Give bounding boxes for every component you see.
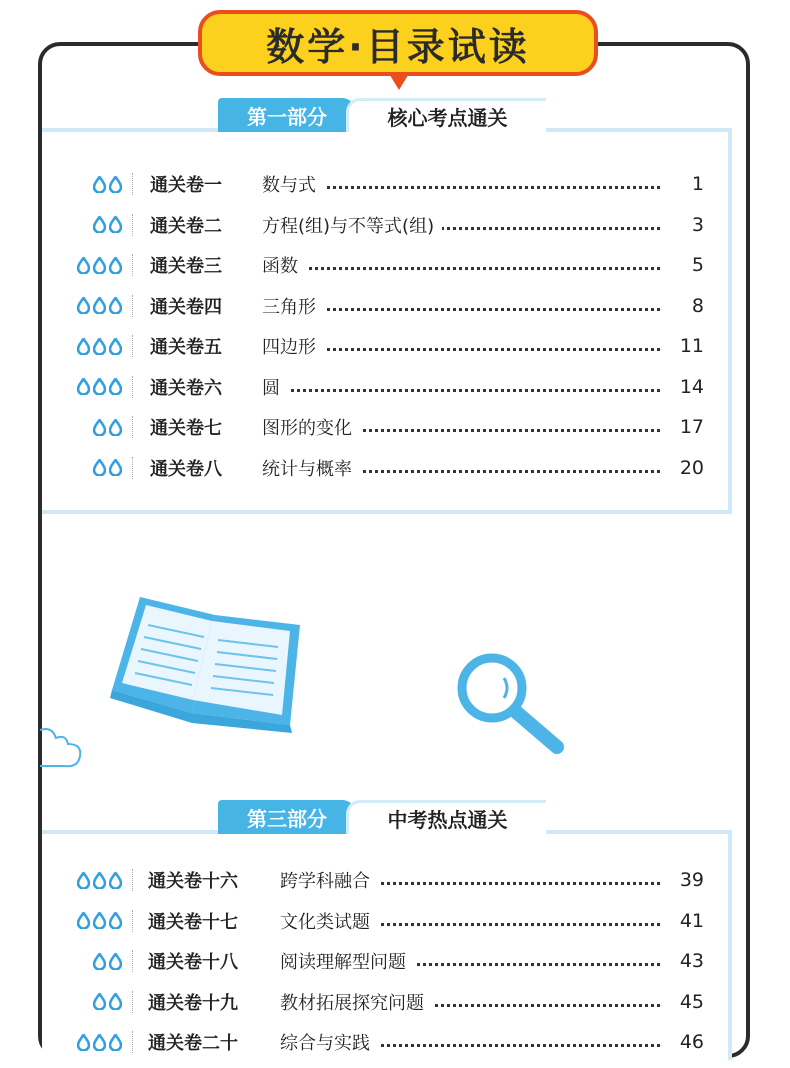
toc-entry[interactable] bbox=[42, 328, 732, 364]
toc-entry[interactable] bbox=[42, 450, 732, 486]
water-drop-icon bbox=[93, 378, 106, 395]
water-drop-icon bbox=[109, 378, 122, 395]
volume-label: 通关卷一 bbox=[150, 175, 222, 196]
separator bbox=[132, 910, 133, 932]
water-drop-icon bbox=[93, 176, 106, 193]
separator bbox=[132, 295, 133, 317]
water-drop-icon bbox=[109, 257, 122, 274]
separator bbox=[132, 416, 133, 438]
water-drop-icon bbox=[93, 338, 106, 355]
volume-label: 通关卷三 bbox=[150, 256, 222, 277]
topic-label: 阅读理解型问题 bbox=[280, 948, 414, 974]
separator bbox=[132, 214, 133, 236]
separator bbox=[132, 991, 133, 1013]
title-banner bbox=[198, 10, 598, 76]
water-drop-icon bbox=[93, 872, 106, 889]
volume-label: 通关卷二十 bbox=[148, 1033, 238, 1054]
volume-label: 通关卷十八 bbox=[148, 952, 238, 973]
open-book-icon bbox=[100, 585, 315, 750]
toc-entry[interactable] bbox=[42, 984, 732, 1020]
volume-label: 通关卷六 bbox=[150, 377, 222, 399]
page-number: 14 bbox=[662, 376, 704, 398]
water-drop-icon bbox=[77, 378, 90, 395]
section3-header bbox=[218, 800, 546, 834]
difficulty-drops bbox=[42, 953, 122, 970]
toc-entry[interactable] bbox=[42, 369, 732, 405]
volume-label: 通关卷七 bbox=[150, 418, 222, 439]
water-drop-icon bbox=[109, 459, 122, 476]
page-number: 43 bbox=[662, 950, 704, 972]
separator bbox=[132, 376, 133, 398]
toc-entry[interactable] bbox=[42, 247, 732, 283]
volume-label: 通关卷八 bbox=[150, 458, 222, 480]
difficulty-drops bbox=[42, 872, 122, 889]
topic-label: 文化类试题 bbox=[280, 908, 378, 934]
water-drop-icon bbox=[77, 1034, 90, 1051]
topic-label: 统计与概率 bbox=[262, 455, 360, 481]
page-number: 1 bbox=[662, 173, 704, 195]
section1-toc-panel bbox=[42, 128, 732, 514]
section1-header bbox=[218, 98, 546, 132]
difficulty-drops bbox=[42, 216, 122, 233]
water-drop-icon bbox=[93, 419, 106, 436]
page-number: 5 bbox=[662, 254, 704, 276]
section3-part: 第三部分 bbox=[218, 800, 356, 834]
page-number: 39 bbox=[662, 869, 704, 891]
toc-entry[interactable] bbox=[42, 288, 732, 324]
toc-entry[interactable] bbox=[42, 1024, 732, 1060]
page-number: 45 bbox=[662, 991, 704, 1013]
magnifier-icon bbox=[452, 650, 570, 760]
page-number: 17 bbox=[662, 416, 704, 438]
title-pointer bbox=[388, 72, 410, 90]
topic-label: 三角形 bbox=[262, 293, 324, 319]
water-drop-icon bbox=[93, 459, 106, 476]
difficulty-drops bbox=[42, 378, 122, 395]
difficulty-drops bbox=[42, 338, 122, 355]
toc-entry[interactable] bbox=[42, 409, 732, 445]
water-drop-icon bbox=[77, 872, 90, 889]
volume-label: 通关卷二 bbox=[150, 215, 222, 237]
topic-label: 圆 bbox=[262, 374, 288, 400]
difficulty-drops bbox=[42, 459, 122, 476]
water-drop-icon bbox=[109, 216, 122, 233]
topic-label: 教材拓展探究问题 bbox=[280, 989, 432, 1015]
toc-entry[interactable] bbox=[42, 862, 732, 898]
page-number: 46 bbox=[662, 1031, 704, 1053]
water-drop-icon bbox=[109, 176, 122, 193]
section3-name: 中考热点通关 bbox=[346, 800, 546, 834]
page-number: 41 bbox=[662, 910, 704, 932]
volume-label: 通关卷四 bbox=[150, 296, 222, 318]
page-number: 3 bbox=[662, 214, 704, 236]
water-drop-icon bbox=[77, 338, 90, 355]
water-drop-icon bbox=[109, 872, 122, 889]
page-number: 11 bbox=[662, 335, 704, 357]
difficulty-drops bbox=[42, 419, 122, 436]
water-drop-icon bbox=[93, 216, 106, 233]
cloud-icon bbox=[36, 722, 88, 772]
dot-leader bbox=[262, 267, 660, 270]
page-number: 8 bbox=[662, 295, 704, 317]
toc-entry[interactable] bbox=[42, 943, 732, 979]
topic-label: 四边形 bbox=[262, 333, 324, 359]
volume-label: 通关卷五 bbox=[150, 337, 222, 358]
dot-leader bbox=[262, 389, 660, 392]
difficulty-drops bbox=[42, 257, 122, 274]
water-drop-icon bbox=[93, 1034, 106, 1051]
separator bbox=[132, 173, 133, 195]
water-drop-icon bbox=[77, 912, 90, 929]
water-drop-icon bbox=[109, 993, 122, 1010]
water-drop-icon bbox=[93, 993, 106, 1010]
topic-label: 图形的变化 bbox=[262, 414, 360, 440]
page-number: 20 bbox=[662, 457, 704, 479]
water-drop-icon bbox=[109, 338, 122, 355]
difficulty-drops bbox=[42, 912, 122, 929]
separator bbox=[132, 254, 133, 276]
section1-part: 第一部分 bbox=[218, 98, 356, 132]
difficulty-drops bbox=[42, 297, 122, 314]
water-drop-icon bbox=[109, 419, 122, 436]
separator bbox=[132, 1031, 133, 1053]
section3-toc-panel bbox=[42, 830, 732, 1060]
page-title: 数学·目录试读 bbox=[266, 24, 530, 69]
toc-entry[interactable] bbox=[42, 166, 732, 202]
topic-label: 跨学科融合 bbox=[280, 867, 378, 893]
water-drop-icon bbox=[109, 297, 122, 314]
difficulty-drops bbox=[42, 176, 122, 193]
water-drop-icon bbox=[77, 297, 90, 314]
separator bbox=[132, 335, 133, 357]
water-drop-icon bbox=[93, 257, 106, 274]
section1-name: 核心考点通关 bbox=[346, 98, 546, 132]
difficulty-drops bbox=[42, 993, 122, 1010]
volume-label: 通关卷十七 bbox=[148, 911, 238, 933]
difficulty-drops bbox=[42, 1034, 122, 1051]
water-drop-icon bbox=[93, 953, 106, 970]
water-drop-icon bbox=[93, 297, 106, 314]
water-drop-icon bbox=[109, 953, 122, 970]
topic-label: 数与式 bbox=[262, 171, 324, 197]
separator bbox=[132, 950, 133, 972]
water-drop-icon bbox=[93, 912, 106, 929]
water-drop-icon bbox=[109, 1034, 122, 1051]
topic-label: 方程(组)与不等式(组) bbox=[262, 212, 442, 238]
toc-entry[interactable] bbox=[42, 207, 732, 243]
water-drop-icon bbox=[77, 257, 90, 274]
topic-label: 函数 bbox=[262, 252, 306, 278]
volume-label: 通关卷十六 bbox=[148, 871, 238, 892]
water-drop-icon bbox=[109, 912, 122, 929]
volume-label: 通关卷十九 bbox=[148, 992, 238, 1014]
toc-entry[interactable] bbox=[42, 903, 732, 939]
topic-label: 综合与实践 bbox=[280, 1029, 378, 1055]
separator bbox=[132, 457, 133, 479]
separator bbox=[132, 869, 133, 891]
